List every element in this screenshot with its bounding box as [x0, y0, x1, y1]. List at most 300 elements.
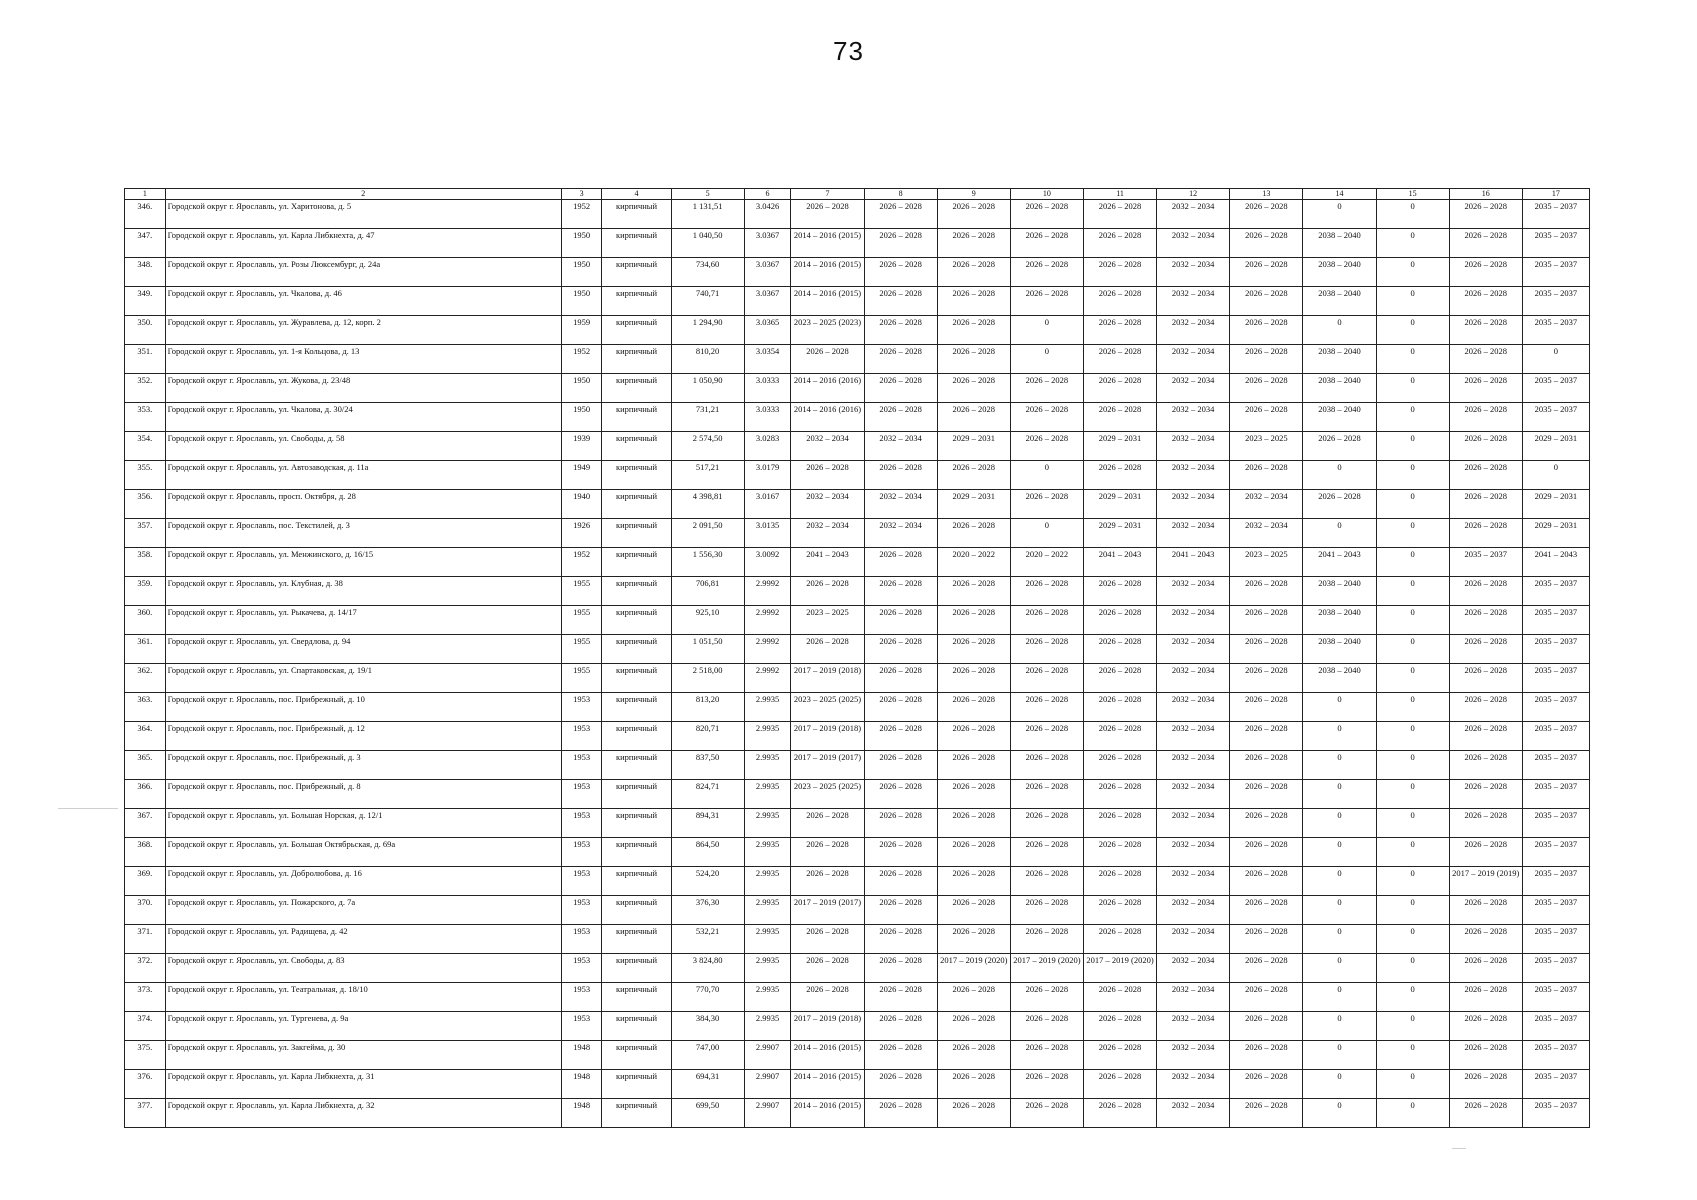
row-number-cell: 355. [125, 461, 166, 490]
table-cell: 694,31 [671, 1070, 744, 1099]
table-cell: 0 [1376, 1099, 1449, 1128]
address-cell: Городской округ г. Ярославль, пос. Текстилей, д. 3 [165, 519, 561, 548]
table-cell: 1952 [561, 200, 602, 229]
table-cell: кирпичный [602, 374, 671, 403]
table-cell: 2017 – 2019 (2017) [791, 751, 864, 780]
table-cell: 2032 – 2034 [864, 432, 937, 461]
table-cell: 2026 – 2028 [1083, 809, 1156, 838]
address-cell: Городской округ г. Ярославль, ул. Чкалова, д. 46 [165, 287, 561, 316]
table-row [125, 867, 1590, 896]
table-cell: 1953 [561, 722, 602, 751]
address-cell: Городской округ г. Ярославль, ул. Карла Либкнехта, д. 31 [165, 1070, 561, 1099]
table-cell: 2026 – 2028 [1449, 1012, 1522, 1041]
column-number-header: 8 [864, 189, 937, 200]
address-cell: Городской округ г. Ярославль, ул. Большая Октябрьская, д. 69а [165, 838, 561, 867]
table-cell: 2026 – 2028 [937, 519, 1010, 548]
table-cell: 1950 [561, 229, 602, 258]
table-cell: 2026 – 2028 [1303, 432, 1376, 461]
table-cell: 2029 – 2031 [1522, 490, 1589, 519]
table-row [125, 490, 1590, 519]
table-cell: 2017 – 2019 (2017) [791, 896, 864, 925]
table-cell: 2026 – 2028 [1083, 461, 1156, 490]
table-row [125, 548, 1590, 577]
address-cell: Городской округ г. Ярославль, ул. Клубная, д. 38 [165, 577, 561, 606]
row-number-cell: 375. [125, 1041, 166, 1070]
table-cell: 0 [1303, 1012, 1376, 1041]
table-cell: 2032 – 2034 [1157, 780, 1230, 809]
table-cell: кирпичный [602, 200, 671, 229]
table-cell: кирпичный [602, 780, 671, 809]
table-cell: 2032 – 2034 [1230, 490, 1303, 519]
column-number-header: 4 [602, 189, 671, 200]
table-cell: 1949 [561, 461, 602, 490]
table-row [125, 838, 1590, 867]
table-cell: 1939 [561, 432, 602, 461]
table-cell: 2041 – 2043 [791, 548, 864, 577]
table-cell: 1 040,50 [671, 229, 744, 258]
table-cell: 1948 [561, 1041, 602, 1070]
table-cell: 2035 – 2037 [1522, 1041, 1589, 1070]
table-cell: 0 [1376, 432, 1449, 461]
table-cell: 820,71 [671, 722, 744, 751]
table-cell: кирпичный [602, 635, 671, 664]
row-number-cell: 376. [125, 1070, 166, 1099]
table-cell: 3.0426 [744, 200, 791, 229]
table-cell: 2014 – 2016 (2015) [791, 258, 864, 287]
table-row [125, 606, 1590, 635]
table-cell: кирпичный [602, 403, 671, 432]
scan-artifact-left [58, 808, 118, 809]
table-cell: 2026 – 2028 [1449, 258, 1522, 287]
table-cell: 2026 – 2028 [864, 1041, 937, 1070]
table-cell: 2032 – 2034 [1157, 403, 1230, 432]
table-cell: 2026 – 2028 [1449, 490, 1522, 519]
table-cell: 2026 – 2028 [1010, 780, 1083, 809]
table-cell: 0 [1376, 1041, 1449, 1070]
table-cell: 1953 [561, 925, 602, 954]
table-cell: 894,31 [671, 809, 744, 838]
table-cell: 2026 – 2028 [1303, 490, 1376, 519]
table-cell: кирпичный [602, 1012, 671, 1041]
table-cell: 2026 – 2028 [1010, 867, 1083, 896]
table-cell: 747,00 [671, 1041, 744, 1070]
table-cell: 2035 – 2037 [1522, 1012, 1589, 1041]
table-cell: 2035 – 2037 [1522, 780, 1589, 809]
table-cell: 2032 – 2034 [1157, 896, 1230, 925]
table-cell: 2029 – 2031 [1522, 432, 1589, 461]
table-cell: 1953 [561, 751, 602, 780]
row-number-cell: 372. [125, 954, 166, 983]
table-cell: 0 [1303, 838, 1376, 867]
table-cell: кирпичный [602, 229, 671, 258]
table-cell: 2026 – 2028 [864, 1099, 937, 1128]
table-cell: 2032 – 2034 [1157, 664, 1230, 693]
table-cell: 1950 [561, 258, 602, 287]
table-cell: 2032 – 2034 [1157, 490, 1230, 519]
table-cell: 3.0092 [744, 548, 791, 577]
table-cell: 2032 – 2034 [1157, 693, 1230, 722]
table-cell: 3.0367 [744, 229, 791, 258]
table-cell: 1959 [561, 316, 602, 345]
address-cell: Городской округ г. Ярославль, пос. Прибрежный, д. 10 [165, 693, 561, 722]
table-cell: 2.9935 [744, 838, 791, 867]
row-number-cell: 367. [125, 809, 166, 838]
row-number-cell: 358. [125, 548, 166, 577]
table-cell: 2026 – 2028 [1083, 316, 1156, 345]
table-cell: 0 [1010, 461, 1083, 490]
table-cell: кирпичный [602, 345, 671, 374]
address-cell: Городской округ г. Ярославль, ул. Свободы, д. 83 [165, 954, 561, 983]
table-cell: 1950 [561, 403, 602, 432]
table-cell: 1953 [561, 954, 602, 983]
row-number-cell: 366. [125, 780, 166, 809]
table-cell: 0 [1376, 809, 1449, 838]
table-cell: 2026 – 2028 [791, 838, 864, 867]
table-cell: 0 [1303, 925, 1376, 954]
table-cell: 2026 – 2028 [1010, 925, 1083, 954]
table-cell: 2026 – 2028 [1230, 954, 1303, 983]
table-cell: 3.0367 [744, 258, 791, 287]
table-cell: 864,50 [671, 838, 744, 867]
table-cell: 2023 – 2025 (2025) [791, 693, 864, 722]
column-number-header: 3 [561, 189, 602, 200]
table-cell: 2035 – 2037 [1522, 925, 1589, 954]
table-cell: 3.0365 [744, 316, 791, 345]
table-cell: 2026 – 2028 [1010, 200, 1083, 229]
table-cell: 740,71 [671, 287, 744, 316]
table-cell: 2026 – 2028 [864, 577, 937, 606]
table-cell: 2026 – 2028 [864, 316, 937, 345]
table-cell: 0 [1376, 316, 1449, 345]
table-cell: 2017 – 2019 (2020) [1083, 954, 1156, 983]
table-cell: 2032 – 2034 [1157, 200, 1230, 229]
table-cell: 2026 – 2028 [864, 229, 937, 258]
table-cell: кирпичный [602, 287, 671, 316]
table-cell: 2026 – 2028 [1449, 896, 1522, 925]
table-cell: 2026 – 2028 [1083, 200, 1156, 229]
table-cell: 1952 [561, 548, 602, 577]
table-cell: 2026 – 2028 [1010, 751, 1083, 780]
table-cell: 2026 – 2028 [1083, 1012, 1156, 1041]
address-cell: Городской округ г. Ярославль, ул. Пожарского, д. 7а [165, 896, 561, 925]
table-cell: 2026 – 2028 [791, 954, 864, 983]
row-number-cell: 373. [125, 983, 166, 1012]
table-cell: 0 [1376, 983, 1449, 1012]
table-cell: 2032 – 2034 [1157, 751, 1230, 780]
table-cell: 3 824,80 [671, 954, 744, 983]
table-cell: 2032 – 2034 [1157, 1070, 1230, 1099]
table-cell: 0 [1010, 316, 1083, 345]
column-number-header: 1 [125, 189, 166, 200]
table-cell: 2026 – 2028 [1230, 1041, 1303, 1070]
table-cell: 2.9992 [744, 606, 791, 635]
table-cell: 2032 – 2034 [1157, 345, 1230, 374]
table-cell: 2026 – 2028 [1083, 722, 1156, 751]
table-cell: 2026 – 2028 [1010, 664, 1083, 693]
table-cell: 0 [1303, 200, 1376, 229]
table-cell: 2026 – 2028 [1010, 983, 1083, 1012]
table-cell: 2026 – 2028 [1010, 635, 1083, 664]
page-number: 73 [833, 36, 864, 66]
table-row [125, 722, 1590, 751]
table-cell: кирпичный [602, 490, 671, 519]
table-cell: 2026 – 2028 [937, 461, 1010, 490]
table-cell: 2017 – 2019 (2018) [791, 664, 864, 693]
table-cell: 2026 – 2028 [937, 316, 1010, 345]
table-cell: 2026 – 2028 [1010, 1070, 1083, 1099]
table-cell: 2038 – 2040 [1303, 403, 1376, 432]
address-cell: Городской округ г. Ярославль, ул. Тургенева, д. 9а [165, 1012, 561, 1041]
table-cell: 2026 – 2028 [864, 838, 937, 867]
table-cell: кирпичный [602, 722, 671, 751]
table-cell: 2032 – 2034 [1157, 519, 1230, 548]
column-number-header: 12 [1157, 189, 1230, 200]
table-cell: 2026 – 2028 [1083, 867, 1156, 896]
table-cell: 2026 – 2028 [1083, 635, 1156, 664]
table-cell: 1953 [561, 896, 602, 925]
table-cell: 2014 – 2016 (2016) [791, 403, 864, 432]
table-cell: 2032 – 2034 [1157, 983, 1230, 1012]
scan-artifact-bottom [1452, 1148, 1466, 1149]
table-cell: 2026 – 2028 [1010, 1012, 1083, 1041]
table-cell: 2026 – 2028 [1449, 403, 1522, 432]
table-cell: 2026 – 2028 [1010, 577, 1083, 606]
table-cell: 2026 – 2028 [864, 258, 937, 287]
table-cell: 2032 – 2034 [1157, 809, 1230, 838]
table-cell: 2026 – 2028 [937, 200, 1010, 229]
table-cell: 2026 – 2028 [1230, 1070, 1303, 1099]
table-cell: 2029 – 2031 [1083, 519, 1156, 548]
table-cell: 0 [1303, 1041, 1376, 1070]
table-cell: 2035 – 2037 [1522, 867, 1589, 896]
table-cell: 2038 – 2040 [1303, 229, 1376, 258]
table-cell: 524,20 [671, 867, 744, 896]
table-cell: 2.9935 [744, 751, 791, 780]
table-cell: 2026 – 2028 [1449, 1070, 1522, 1099]
table-cell: 2038 – 2040 [1303, 374, 1376, 403]
table-cell: 770,70 [671, 983, 744, 1012]
table-cell: 2017 – 2019 (2019) [1449, 867, 1522, 896]
table-cell: 2026 – 2028 [1230, 751, 1303, 780]
table-cell: 2026 – 2028 [791, 461, 864, 490]
table-cell: 0 [1376, 838, 1449, 867]
table-cell: 2038 – 2040 [1303, 664, 1376, 693]
table-cell: 2026 – 2028 [937, 1041, 1010, 1070]
table-cell: 2026 – 2028 [864, 751, 937, 780]
table-cell: 2032 – 2034 [1157, 867, 1230, 896]
table-row [125, 374, 1590, 403]
table-cell: 2026 – 2028 [1010, 896, 1083, 925]
table-row [125, 780, 1590, 809]
table-cell: 2026 – 2028 [1449, 316, 1522, 345]
table-cell: 2026 – 2028 [864, 200, 937, 229]
table-cell: 2035 – 2037 [1522, 1099, 1589, 1128]
table-cell: кирпичный [602, 693, 671, 722]
table-row [125, 693, 1590, 722]
table-cell: кирпичный [602, 867, 671, 896]
table-cell: 2026 – 2028 [864, 722, 937, 751]
table-cell: 2026 – 2028 [864, 954, 937, 983]
table-cell: 2 091,50 [671, 519, 744, 548]
table-cell: 2026 – 2028 [1449, 751, 1522, 780]
table-cell: 2026 – 2028 [1449, 838, 1522, 867]
table-cell: 2026 – 2028 [791, 345, 864, 374]
table-cell: 2026 – 2028 [1449, 606, 1522, 635]
table-cell: 2026 – 2028 [791, 925, 864, 954]
table-cell: 2026 – 2028 [864, 374, 937, 403]
table-cell: 2026 – 2028 [1449, 1099, 1522, 1128]
table-cell: 2026 – 2028 [1010, 258, 1083, 287]
table-cell: 4 398,81 [671, 490, 744, 519]
table-cell: 2032 – 2034 [791, 519, 864, 548]
table-cell: 3.0333 [744, 403, 791, 432]
table-cell: 2.9935 [744, 809, 791, 838]
table-cell: 2026 – 2028 [1083, 664, 1156, 693]
address-cell: Городской округ г. Ярославль, ул. Харитонова, д. 5 [165, 200, 561, 229]
table-cell: 2026 – 2028 [1083, 925, 1156, 954]
row-number-cell: 351. [125, 345, 166, 374]
column-number-header: 13 [1230, 189, 1303, 200]
table-cell: 2026 – 2028 [864, 1012, 937, 1041]
table-cell: 2026 – 2028 [864, 287, 937, 316]
table-cell: 2026 – 2028 [1230, 287, 1303, 316]
table-cell: 2026 – 2028 [1230, 693, 1303, 722]
table-cell: 2026 – 2028 [1083, 1041, 1156, 1070]
table-cell: 2026 – 2028 [864, 403, 937, 432]
table-cell: 1953 [561, 983, 602, 1012]
table-cell: 1955 [561, 606, 602, 635]
table-cell: 0 [1376, 751, 1449, 780]
table-cell: 2026 – 2028 [1449, 635, 1522, 664]
table-cell: 2026 – 2028 [1230, 345, 1303, 374]
table-cell: 2026 – 2028 [1230, 722, 1303, 751]
table-cell: 0 [1376, 925, 1449, 954]
table-cell: 2035 – 2037 [1522, 838, 1589, 867]
table-cell: 2026 – 2028 [1010, 287, 1083, 316]
table-cell: 2026 – 2028 [1083, 780, 1156, 809]
table-cell: кирпичный [602, 258, 671, 287]
table-cell: кирпичный [602, 954, 671, 983]
table-cell: 2026 – 2028 [1083, 1099, 1156, 1128]
table-cell: 0 [1303, 461, 1376, 490]
table-cell: 0 [1376, 867, 1449, 896]
table-cell: 2020 – 2022 [1010, 548, 1083, 577]
row-number-cell: 346. [125, 200, 166, 229]
table-cell: 2035 – 2037 [1522, 1070, 1589, 1099]
table-cell: 2.9907 [744, 1099, 791, 1128]
table-cell: 2026 – 2028 [1449, 374, 1522, 403]
table-cell: 2026 – 2028 [937, 1070, 1010, 1099]
table-cell: 2026 – 2028 [1230, 780, 1303, 809]
table-cell: 2035 – 2037 [1522, 983, 1589, 1012]
table-cell: 2032 – 2034 [1157, 374, 1230, 403]
table-cell: 2026 – 2028 [1230, 896, 1303, 925]
table-cell: 2026 – 2028 [1010, 693, 1083, 722]
table-cell: кирпичный [602, 838, 671, 867]
table-cell: 0 [1376, 722, 1449, 751]
table-cell: 0 [1303, 751, 1376, 780]
table-cell: 2041 – 2043 [1083, 548, 1156, 577]
table-cell: 734,60 [671, 258, 744, 287]
table-cell: 2026 – 2028 [1083, 896, 1156, 925]
table-cell: 2032 – 2034 [1157, 258, 1230, 287]
address-cell: Городской округ г. Ярославль, ул. Спартаковская, д. 19/1 [165, 664, 561, 693]
table-cell: 0 [1303, 780, 1376, 809]
table-cell: 2017 – 2019 (2020) [937, 954, 1010, 983]
table-cell: 2035 – 2037 [1522, 200, 1589, 229]
table-cell: 2026 – 2028 [1010, 722, 1083, 751]
table-cell: 0 [1376, 519, 1449, 548]
row-number-cell: 357. [125, 519, 166, 548]
table-row [125, 432, 1590, 461]
table-cell: 2023 – 2025 [791, 606, 864, 635]
table-cell: 2032 – 2034 [1157, 316, 1230, 345]
table-cell: 2026 – 2028 [1449, 954, 1522, 983]
table-cell: 2026 – 2028 [1449, 664, 1522, 693]
table-cell: кирпичный [602, 896, 671, 925]
address-cell: Городской округ г. Ярославль, ул. Менжинского, д. 16/15 [165, 548, 561, 577]
table-cell: 2032 – 2034 [1157, 229, 1230, 258]
address-cell: Городской округ г. Ярославль, ул. Театральная, д. 18/10 [165, 983, 561, 1012]
table-cell: 2032 – 2034 [1230, 519, 1303, 548]
table-cell: 2.9935 [744, 1012, 791, 1041]
table-cell: 2026 – 2028 [937, 606, 1010, 635]
table-cell: 2026 – 2028 [1230, 1099, 1303, 1128]
table-cell: кирпичный [602, 606, 671, 635]
table-row [125, 664, 1590, 693]
table-row [125, 1041, 1590, 1070]
table-cell: 2.9907 [744, 1070, 791, 1099]
table-cell: 2020 – 2022 [937, 548, 1010, 577]
row-number-cell: 348. [125, 258, 166, 287]
table-cell: 2041 – 2043 [1303, 548, 1376, 577]
table-row [125, 896, 1590, 925]
table-cell: 2035 – 2037 [1522, 664, 1589, 693]
table-cell: 2.9907 [744, 1041, 791, 1070]
table-cell: 2026 – 2028 [864, 896, 937, 925]
table-cell: 2041 – 2043 [1522, 548, 1589, 577]
table-cell: 2026 – 2028 [791, 635, 864, 664]
table-cell: 2026 – 2028 [1230, 316, 1303, 345]
table-cell: 1940 [561, 490, 602, 519]
table-cell: кирпичный [602, 1041, 671, 1070]
table-cell: 1955 [561, 635, 602, 664]
table-cell: 2032 – 2034 [864, 519, 937, 548]
table-cell: 2035 – 2037 [1449, 548, 1522, 577]
table-cell: 2035 – 2037 [1522, 403, 1589, 432]
table-cell: 2026 – 2028 [864, 780, 937, 809]
table-row [125, 258, 1590, 287]
table-row [125, 577, 1590, 606]
table-cell: 2026 – 2028 [1083, 606, 1156, 635]
table-cell: 0 [1376, 548, 1449, 577]
table-cell: 2035 – 2037 [1522, 316, 1589, 345]
row-number-cell: 364. [125, 722, 166, 751]
table-cell: 0 [1303, 1070, 1376, 1099]
table-cell: 2032 – 2034 [1157, 461, 1230, 490]
table-cell: 2026 – 2028 [1449, 693, 1522, 722]
address-cell: Городской округ г. Ярославль, ул. Добролюбова, д. 16 [165, 867, 561, 896]
table-cell: 2035 – 2037 [1522, 287, 1589, 316]
table-cell: 0 [1010, 519, 1083, 548]
column-number-header: 11 [1083, 189, 1156, 200]
row-number-cell: 359. [125, 577, 166, 606]
address-cell: Городской округ г. Ярославль, пос. Прибрежный, д. 8 [165, 780, 561, 809]
table-cell: 2026 – 2028 [937, 345, 1010, 374]
table-cell: 2032 – 2034 [1157, 635, 1230, 664]
table-cell: 925,10 [671, 606, 744, 635]
table-cell: 2026 – 2028 [1449, 925, 1522, 954]
